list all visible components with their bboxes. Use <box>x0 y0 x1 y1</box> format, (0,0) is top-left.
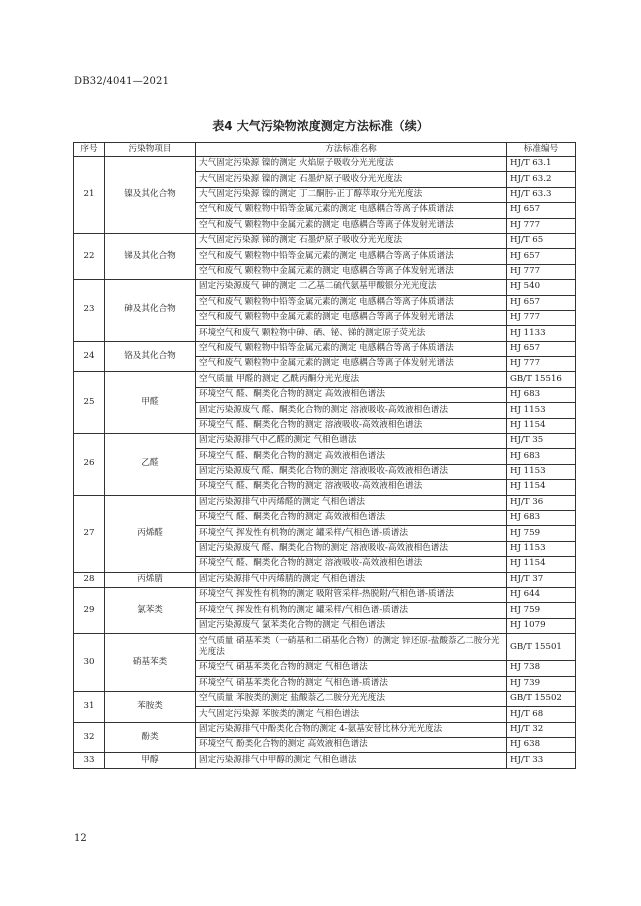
code-cell: HJ/T 63.1 <box>507 157 576 172</box>
page-number: 12 <box>74 833 87 844</box>
method-cell: 环境空气 醛、酮类化合物的测定 溶液吸收-高效液相色谱法 <box>196 418 507 433</box>
method-cell: 空气和废气 颗粒物中金属元素的测定 电感耦合等离子体发射光谱法 <box>196 310 507 325</box>
code-cell: HJ 777 <box>507 310 576 325</box>
method-cell: 空气和废气 颗粒物中铅等金属元素的测定 电感耦合等离子体质谱法 <box>196 295 507 310</box>
code-cell: HJ/T 63.2 <box>507 172 576 187</box>
code-cell: HJ 777 <box>507 218 576 233</box>
method-cell: 固定污染源废气 砷的测定 二乙基二硫代氨基甲酸银分光光度法 <box>196 280 507 295</box>
pollutant-cell: 丙烯醛 <box>105 495 196 572</box>
pollutant-cell: 丙烯腈 <box>105 572 196 587</box>
pollutant-cell: 铬及其化合物 <box>105 341 196 372</box>
method-cell: 空气和废气 颗粒物中金属元素的测定 电感耦合等离子体发射光谱法 <box>196 218 507 233</box>
code-cell: HJ 1079 <box>507 618 576 633</box>
code-cell: HJ 1154 <box>507 557 576 572</box>
seq-cell: 24 <box>74 341 105 372</box>
seq-cell: 30 <box>74 634 105 692</box>
seq-cell: 22 <box>74 233 105 279</box>
method-cell: 空气质量 甲醛的测定 乙酰丙酮分光光度法 <box>196 372 507 387</box>
seq-cell: 21 <box>74 157 105 234</box>
code-cell: HJ/T 33 <box>507 753 576 768</box>
code-cell: HJ 1153 <box>507 464 576 479</box>
table-row <box>74 233 576 248</box>
column-header-seq: 序号 <box>74 143 105 157</box>
seq-cell: 23 <box>74 280 105 342</box>
code-cell: HJ 777 <box>507 357 576 372</box>
column-header-method: 方法标准名称 <box>196 143 507 157</box>
method-cell: 固定污染源废气 醛、酮类化合物的测定 溶液吸收-高效液相色谱法 <box>196 541 507 556</box>
code-cell: HJ 540 <box>507 280 576 295</box>
code-cell: GB/T 15501 <box>507 634 576 661</box>
method-cell: 大气固定污染源 锑的测定 石墨炉原子吸收分光光度法 <box>196 233 507 248</box>
table-row <box>74 572 576 587</box>
method-cell: 环境空气 酚类化合物的测定 高效液相色谱法 <box>196 738 507 753</box>
method-cell: 空气和废气 颗粒物中铅等金属元素的测定 电感耦合等离子体质谱法 <box>196 249 507 264</box>
code-cell: HJ/T 68 <box>507 707 576 722</box>
table-row <box>74 157 576 172</box>
code-cell: HJ 657 <box>507 341 576 356</box>
code-cell: GB/T 15502 <box>507 691 576 706</box>
method-cell: 环境空气和废气 颗粒物中砷、硒、铋、锑的测定原子荧光法 <box>196 326 507 341</box>
pollutant-cell: 乙醛 <box>105 434 196 496</box>
method-cell: 环境空气 醛、酮类化合物的测定 溶液吸收-高效液相色谱法 <box>196 557 507 572</box>
code-cell: HJ 759 <box>507 603 576 618</box>
method-cell: 环境空气 硝基苯类化合物的测定 气相色谱法 <box>196 661 507 676</box>
method-cell: 固定污染源排气中丙烯醛的测定 气相色谱法 <box>196 495 507 510</box>
table-title: 表4 大气污染物浓度测定方法标准（续） <box>212 119 429 133</box>
method-cell: 环境空气 挥发性有机物的测定 罐采样/气相色谱-质谱法 <box>196 526 507 541</box>
code-cell: HJ 1153 <box>507 403 576 418</box>
method-cell: 大气固定污染源 镍的测定 石墨炉原子吸收分光光度法 <box>196 172 507 187</box>
method-cell: 环境空气 挥发性有机物的测定 罐采样/气相色谱-质谱法 <box>196 603 507 618</box>
method-cell: 环境空气 挥发性有机物的测定 吸附管采样-热脱附/气相色谱-质谱法 <box>196 587 507 602</box>
pollutant-cell: 甲醛 <box>105 372 196 434</box>
method-cell: 空气和废气 颗粒物中金属元素的测定 电感耦合等离子体发射光谱法 <box>196 264 507 279</box>
method-cell: 环境空气 醛、酮类化合物的测定 溶液吸收-高效液相色谱法 <box>196 480 507 495</box>
pollutant-cell: 砷及其化合物 <box>105 280 196 342</box>
method-cell: 固定污染源废气 醛、酮类化合物的测定 溶液吸收-高效液相色谱法 <box>196 403 507 418</box>
table-row <box>74 280 576 295</box>
method-cell: 空气和废气 颗粒物中金属元素的测定 电感耦合等离子体发射光谱法 <box>196 357 507 372</box>
table-header-row <box>74 143 576 157</box>
pollutant-cell: 硝基苯类 <box>105 634 196 692</box>
method-cell: 固定污染源排气中乙醛的测定 气相色谱法 <box>196 434 507 449</box>
table-row <box>74 495 576 510</box>
table-row <box>74 372 576 387</box>
code-cell: GB/T 15516 <box>507 372 576 387</box>
code-cell: HJ 683 <box>507 510 576 525</box>
pollutant-cell: 酚类 <box>105 722 196 753</box>
document-id: DB32/4041—2021 <box>74 76 170 87</box>
seq-cell: 33 <box>74 753 105 768</box>
method-cell: 大气固定污染源 苯胺类的测定 气相色谱法 <box>196 707 507 722</box>
seq-cell: 31 <box>74 691 105 722</box>
seq-cell: 28 <box>74 572 105 587</box>
standards-table <box>73 142 576 769</box>
method-cell: 固定污染源废气 醛、酮类化合物的测定 溶液吸收-高效液相色谱法 <box>196 464 507 479</box>
pollutant-cell: 锑及其化合物 <box>105 233 196 279</box>
method-cell: 环境空气 醛、酮类化合物的测定 高效液相色谱法 <box>196 449 507 464</box>
pollutant-cell: 镍及其化合物 <box>105 157 196 234</box>
table-row <box>74 634 576 661</box>
method-cell: 大气固定污染源 镍的测定 火焰原子吸收分光光度法 <box>196 157 507 172</box>
method-cell: 空气和废气 颗粒物中铅等金属元素的测定 电感耦合等离子体质谱法 <box>196 341 507 356</box>
table-row <box>74 691 576 706</box>
code-cell: HJ 683 <box>507 449 576 464</box>
method-cell: 空气和废气 颗粒物中铅等金属元素的测定 电感耦合等离子体质谱法 <box>196 203 507 218</box>
code-cell: HJ/T 35 <box>507 434 576 449</box>
method-cell: 固定污染源排气中丙烯腈的测定 气相色谱法 <box>196 572 507 587</box>
code-cell: HJ 759 <box>507 526 576 541</box>
table-row <box>74 434 576 449</box>
table-row <box>74 587 576 602</box>
method-cell: 环境空气 硝基苯类化合物的测定 气相色谱-质谱法 <box>196 676 507 691</box>
seq-cell: 27 <box>74 495 105 572</box>
method-cell: 环境空气 醛、酮类化合物的测定 高效液相色谱法 <box>196 510 507 525</box>
code-cell: HJ/T 63.3 <box>507 187 576 202</box>
seq-cell: 26 <box>74 434 105 496</box>
code-cell: HJ 1154 <box>507 418 576 433</box>
code-cell: HJ 1154 <box>507 480 576 495</box>
code-cell: HJ 644 <box>507 587 576 602</box>
method-cell: 固定污染源废气 氯苯类化合物的测定 气相色谱法 <box>196 618 507 633</box>
method-cell: 空气质量 苯胺类的测定 盐酸萘乙二胺分光光度法 <box>196 691 507 706</box>
pollutant-cell: 氯苯类 <box>105 587 196 633</box>
method-cell: 大气固定污染源 镍的测定 丁二酮肟-正丁醇萃取分光光度法 <box>196 187 507 202</box>
code-cell: HJ/T 32 <box>507 722 576 737</box>
code-cell: HJ 638 <box>507 738 576 753</box>
pollutant-cell: 苯胺类 <box>105 691 196 722</box>
method-cell: 固定污染源排气中甲醇的测定 气相色谱法 <box>196 753 507 768</box>
code-cell: HJ 1153 <box>507 541 576 556</box>
method-cell: 环境空气 醛、酮类化合物的测定 高效液相色谱法 <box>196 387 507 402</box>
code-cell: HJ 657 <box>507 295 576 310</box>
seq-cell: 25 <box>74 372 105 434</box>
method-cell: 固定污染源排气中酚类化合物的测定 4-氨基安替比林分光光度法 <box>196 722 507 737</box>
table-row <box>74 753 576 768</box>
method-cell: 空气质量 硝基苯类（一硝基和二硝基化合物）的测定 锌还原-盐酸萘乙二胺分光光度法 <box>196 634 507 661</box>
seq-cell: 32 <box>74 722 105 753</box>
code-cell: HJ/T 36 <box>507 495 576 510</box>
column-header-pollutant: 污染物项目 <box>105 143 196 157</box>
column-header-code: 标准编号 <box>507 143 576 157</box>
table-row <box>74 722 576 737</box>
code-cell: HJ/T 37 <box>507 572 576 587</box>
code-cell: HJ/T 65 <box>507 233 576 248</box>
code-cell: HJ 738 <box>507 661 576 676</box>
table-row <box>74 341 576 356</box>
code-cell: HJ 657 <box>507 203 576 218</box>
code-cell: HJ 777 <box>507 264 576 279</box>
code-cell: HJ 1133 <box>507 326 576 341</box>
pollutant-cell: 甲醇 <box>105 753 196 768</box>
code-cell: HJ 657 <box>507 249 576 264</box>
code-cell: HJ 683 <box>507 387 576 402</box>
seq-cell: 29 <box>74 587 105 633</box>
code-cell: HJ 739 <box>507 676 576 691</box>
